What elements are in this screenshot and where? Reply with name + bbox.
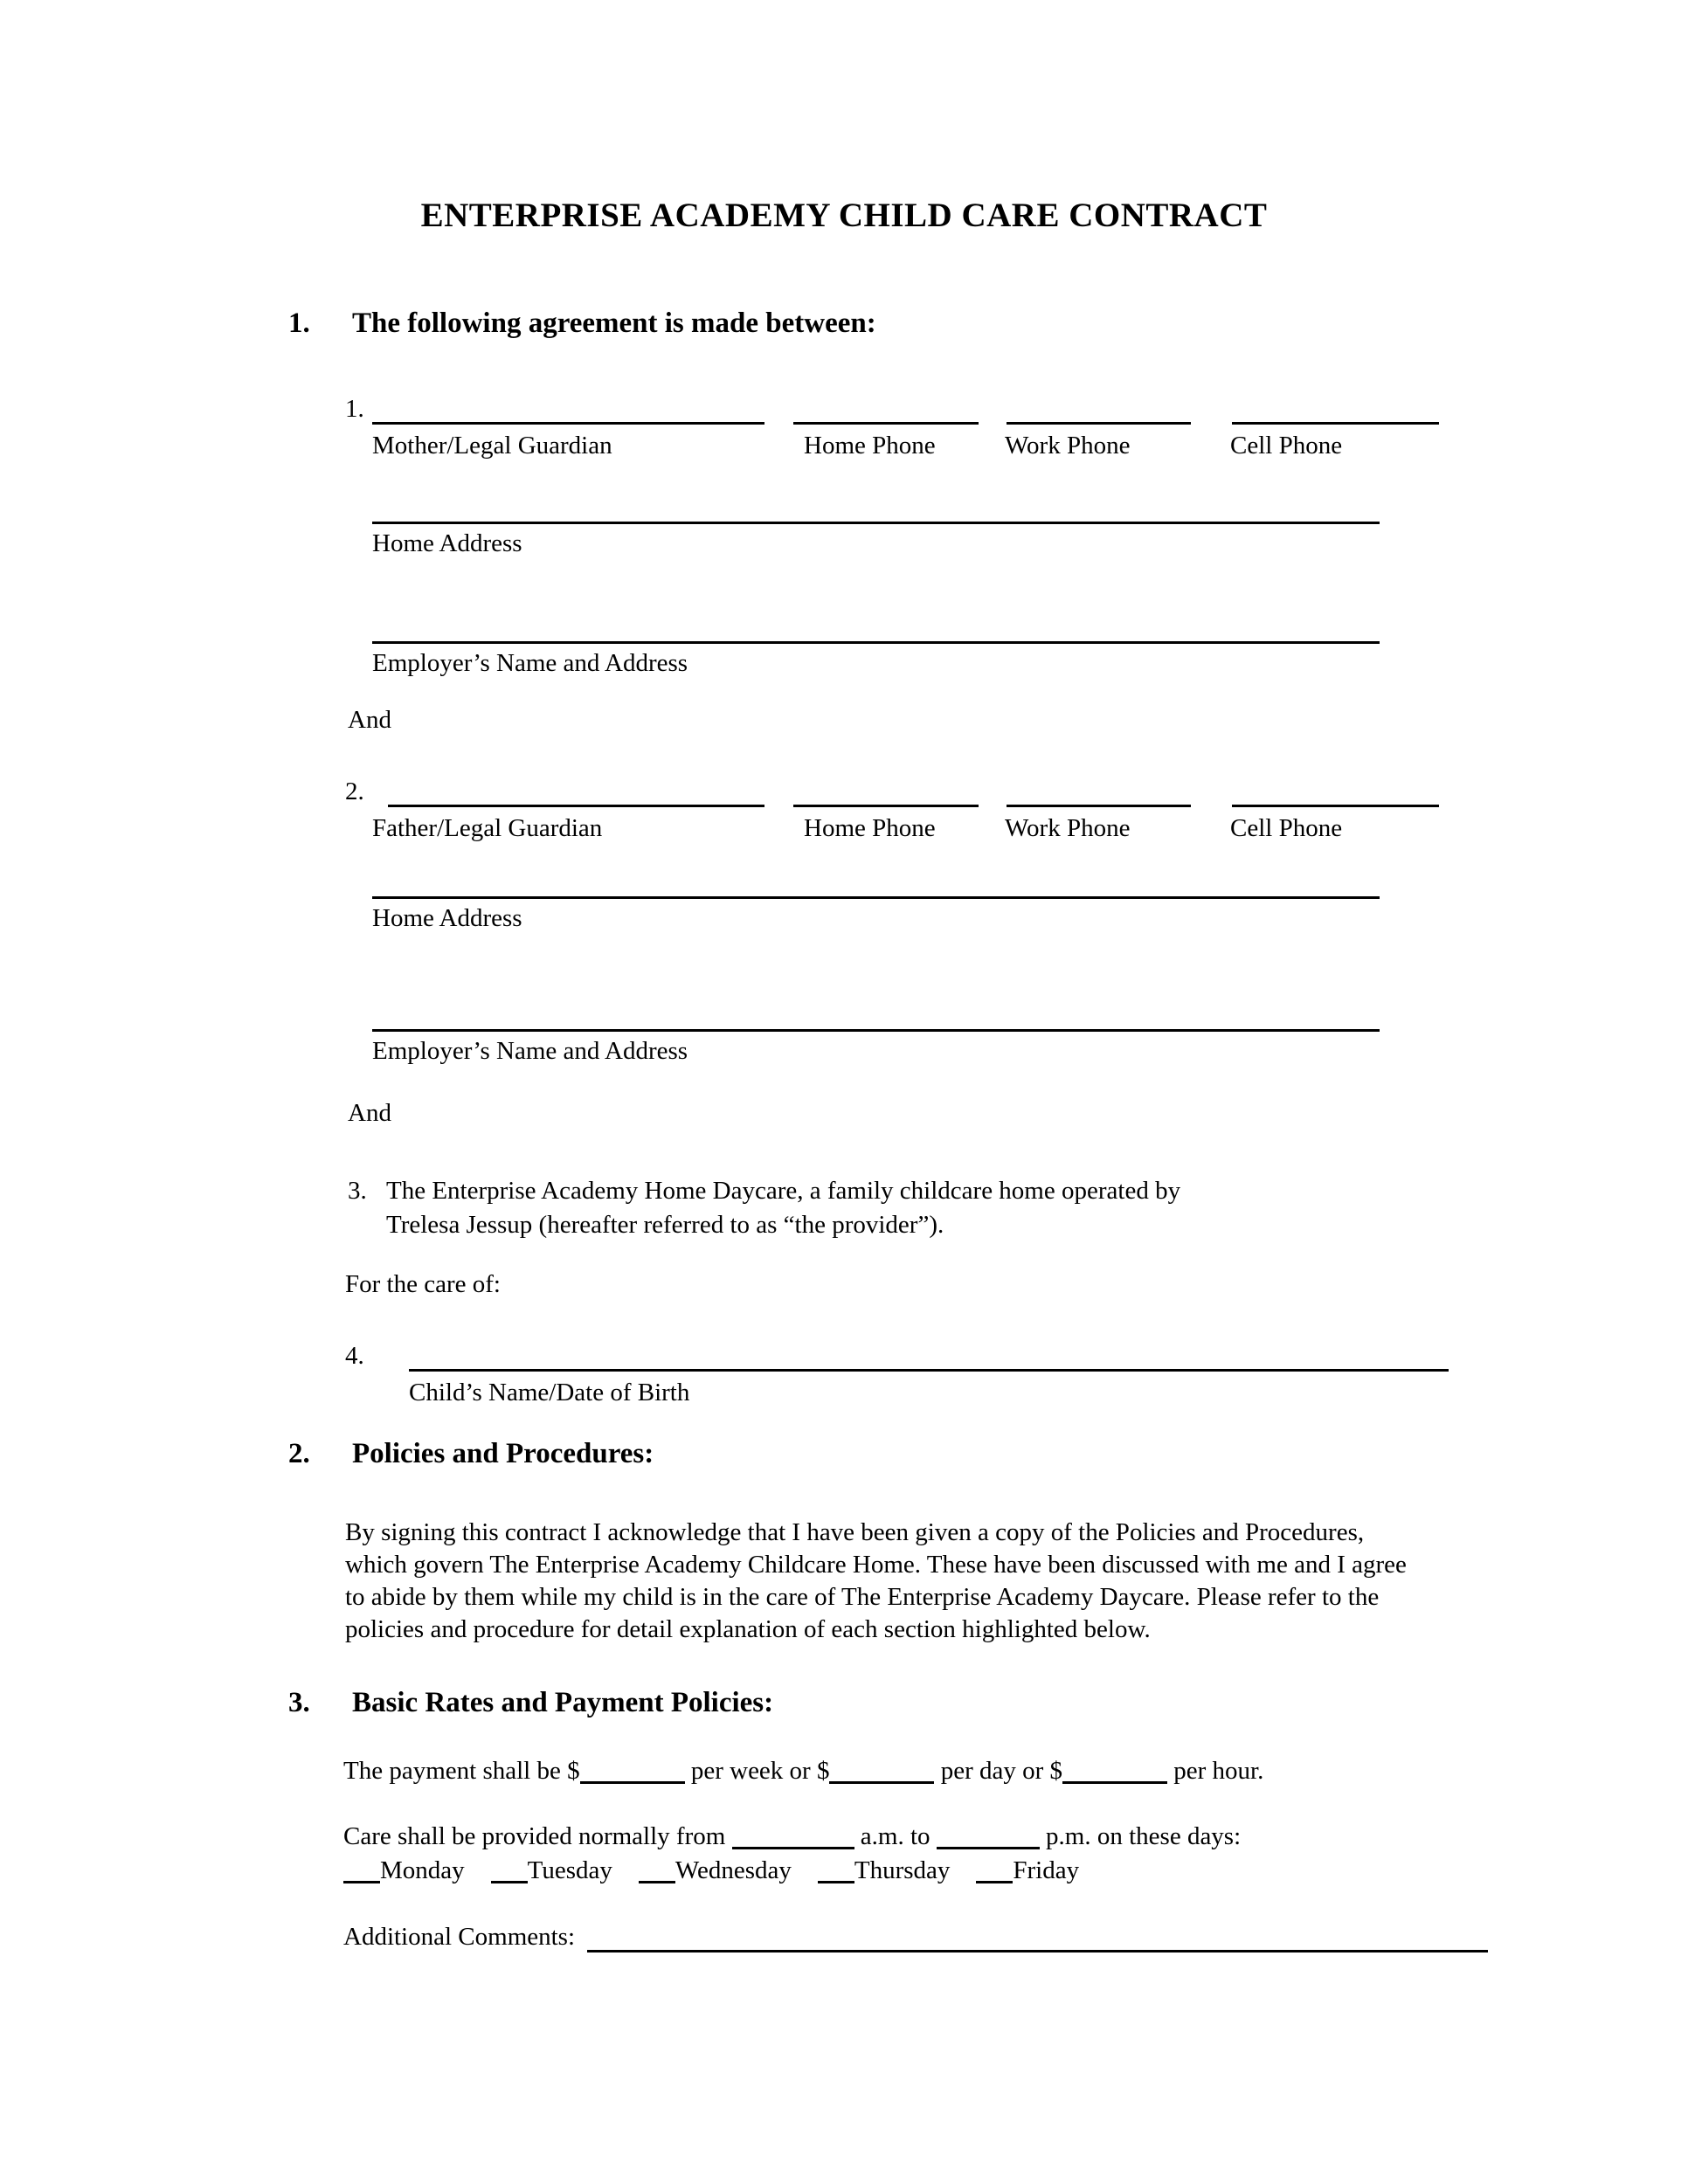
wednesday-checkbox-field[interactable] [639, 1880, 675, 1883]
father-home-address-field[interactable] [372, 844, 1380, 899]
thursday-label: Thursday [854, 1856, 951, 1884]
section-1-heading-text: The following agreement is made between: [352, 308, 876, 339]
payment-text-3: per day or $ [934, 1757, 1063, 1785]
payment-text-1: The payment shall be $ [343, 1757, 580, 1785]
section-3-heading [288, 1685, 1688, 1720]
mother-home-phone-field[interactable] [793, 421, 979, 425]
mother-home-phone-label: Home Phone [804, 432, 936, 460]
additional-comments-row [343, 1921, 1488, 1952]
mother-work-phone-field[interactable] [1007, 421, 1191, 425]
and-connector-2: And [348, 1099, 391, 1127]
father-row [345, 776, 1688, 807]
mother-name-label: Mother/Legal Guardian [372, 432, 612, 460]
section-3-heading-text: Basic Rates and Payment Policies: [352, 1687, 774, 1718]
section-1-number: 1. [288, 308, 310, 339]
section-2-heading-text: Policies and Procedures: [352, 1438, 654, 1469]
child-name-label: Child’s Name/Date of Birth [409, 1379, 690, 1406]
father-work-phone-label: Work Phone [1005, 814, 1131, 842]
provider-line-1: The Enterprise Academy Home Daycare, a family childcare home operated by [386, 1177, 1181, 1205]
days-line [343, 1855, 1688, 1887]
care-text-1: Care shall be provided normally from [343, 1822, 732, 1850]
child-name-field[interactable] [409, 1368, 1449, 1372]
additional-comments-label: Additional Comments: [343, 1923, 576, 1951]
father-name-label: Father/Legal Guardian [372, 814, 603, 842]
mother-employer-label: Employer’s Name and Address [372, 649, 688, 677]
father-name-field[interactable] [388, 804, 764, 807]
child-row-number: 4. [345, 1342, 364, 1370]
document-title: ENTERPRISE ACADEMY CHILD CARE CONTRACT [420, 197, 1268, 234]
provider-item [348, 1174, 1688, 1242]
mother-employer-field[interactable] [372, 559, 1380, 644]
rate-per-hour-field[interactable] [1062, 1780, 1167, 1784]
policies-paragraph: By signing this contract I acknowledge that I have been given a copy of the Policies and Procedures, which govern The Enterprise Academy Childcare Home. These have been discussed with me and I agree to abide by them while my child is in the care of The Enterprise Academy Daycare. Please refer to the policies and procedure for detail explanation of each section highlighted below. [345, 1518, 1407, 1643]
wednesday-label: Wednesday [675, 1856, 792, 1884]
mother-row-labels [372, 430, 1688, 461]
section-3-number: 3. [288, 1687, 310, 1718]
care-text-2: a.m. to [854, 1822, 937, 1850]
start-time-field[interactable] [732, 1846, 854, 1849]
mother-home-address-label: Home Address [372, 529, 522, 557]
mother-row [345, 393, 1688, 425]
monday-label: Monday [380, 1856, 465, 1884]
father-employer-label: Employer’s Name and Address [372, 1037, 688, 1065]
friday-checkbox-field[interactable] [976, 1880, 1013, 1883]
care-hours-line [343, 1821, 1688, 1853]
rate-per-day-field[interactable] [829, 1780, 934, 1784]
payment-line [343, 1755, 1688, 1787]
father-employer-field[interactable] [372, 934, 1380, 1032]
provider-line-2: Trelesa Jessup (hereafter referred to as “the provider”). [386, 1211, 944, 1239]
section-1-heading [288, 306, 1688, 341]
day-item-friday [976, 1856, 1079, 1884]
section-2-number: 2. [288, 1438, 310, 1469]
father-row-number: 2. [345, 778, 364, 805]
payment-text-4: per hour. [1167, 1757, 1264, 1785]
father-home-phone-label: Home Phone [804, 814, 936, 842]
mother-cell-phone-label: Cell Phone [1230, 432, 1343, 460]
mother-work-phone-label: Work Phone [1005, 432, 1131, 460]
payment-text-2: per week or $ [684, 1757, 830, 1785]
father-row-labels [372, 812, 1688, 844]
tuesday-checkbox-field[interactable] [491, 1880, 528, 1883]
thursday-checkbox-field[interactable] [818, 1880, 854, 1883]
provider-item-text [386, 1174, 1180, 1242]
monday-checkbox-field[interactable] [343, 1880, 380, 1883]
day-item-monday [343, 1856, 465, 1884]
mother-home-address-field[interactable] [372, 461, 1380, 524]
mother-name-field[interactable] [372, 421, 764, 425]
mother-cell-phone-field[interactable] [1232, 421, 1439, 425]
father-home-address-label: Home Address [372, 904, 522, 932]
father-cell-phone-label: Cell Phone [1230, 814, 1343, 842]
provider-item-number: 3. [348, 1177, 367, 1205]
rate-per-week-field[interactable] [580, 1780, 685, 1784]
section-2-heading [288, 1436, 1688, 1471]
care-text-3: p.m. on these days: [1039, 1822, 1242, 1850]
father-home-phone-field[interactable] [793, 804, 979, 807]
day-item-wednesday [639, 1856, 792, 1884]
friday-label: Friday [1013, 1856, 1080, 1884]
for-care-of-label: For the care of: [345, 1270, 501, 1298]
mother-row-number: 1. [345, 395, 364, 423]
and-connector-1: And [348, 706, 391, 734]
day-item-thursday [818, 1856, 951, 1884]
end-time-field[interactable] [937, 1846, 1040, 1849]
tuesday-label: Tuesday [527, 1856, 612, 1884]
day-item-tuesday [491, 1856, 612, 1884]
father-work-phone-field[interactable] [1007, 804, 1191, 807]
additional-comments-field[interactable] [587, 1946, 1488, 1952]
child-row [345, 1340, 1688, 1372]
father-cell-phone-field[interactable] [1232, 804, 1439, 807]
